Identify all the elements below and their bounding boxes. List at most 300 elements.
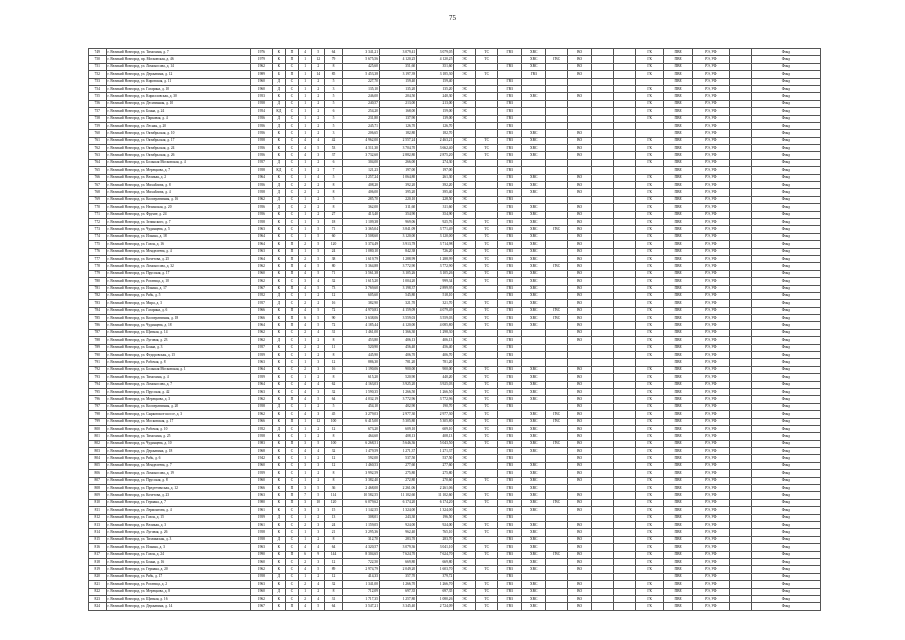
table-cell: 89 — [325, 566, 343, 573]
table-cell — [729, 307, 751, 314]
table-cell: 2 — [312, 588, 325, 595]
table-cell: 1960 — [250, 85, 272, 92]
table-cell — [592, 418, 614, 425]
table-cell — [592, 218, 614, 225]
table-cell: РЭ, УФ — [692, 218, 729, 225]
table-cell: Фонд — [751, 595, 820, 602]
table-cell: 797 — [89, 403, 107, 410]
table-cell: 2 — [312, 182, 325, 189]
table-cell: ХВС — [522, 49, 546, 56]
table-cell: 1976 — [250, 49, 272, 56]
table-row — [89, 255, 821, 262]
table-cell: ХВС — [522, 558, 546, 565]
table-cell — [476, 337, 498, 344]
table-row — [89, 588, 821, 595]
table-cell: 425,60 — [342, 63, 379, 70]
table-cell: С — [285, 359, 298, 366]
table-cell — [476, 182, 498, 189]
table-row — [89, 56, 821, 63]
table-cell: ЭС — [454, 329, 476, 336]
table-cell: г. Великий Новгород, ул. Рябь, д. 5 — [106, 292, 250, 299]
table-cell — [546, 477, 568, 484]
table-cell — [729, 248, 751, 255]
table-cell: г. Великий Новгород, ул. Мерецкова, д. 8 — [106, 588, 250, 595]
table-cell: 3 105,26 — [417, 270, 454, 277]
table-cell: 818 — [89, 558, 107, 565]
table-cell: ВО — [568, 300, 592, 307]
table-cell — [614, 551, 636, 558]
table-cell: 6 079,62 — [342, 499, 379, 506]
table-cell: Фонд — [751, 507, 820, 514]
table-cell: ЭС — [454, 93, 476, 100]
table-cell: 798 — [89, 411, 107, 418]
table-cell: 5 — [325, 174, 343, 181]
table-cell: 1960 — [250, 462, 272, 469]
table-row — [89, 285, 821, 292]
table-cell — [592, 196, 614, 203]
table-cell: ХВС — [522, 174, 546, 181]
table-cell: 5 — [312, 307, 325, 314]
table-cell: ТС — [476, 411, 498, 418]
table-cell — [522, 337, 546, 344]
table-cell: К — [272, 307, 285, 314]
table-cell: РЭ, УФ — [692, 152, 729, 159]
table-cell: Фонд — [751, 529, 820, 536]
table-cell: 79 — [325, 56, 343, 63]
table-cell — [546, 285, 568, 292]
table-cell: ЭС — [454, 381, 476, 388]
table-cell: ГК — [635, 595, 663, 602]
table-cell: РЭ, УФ — [692, 536, 729, 543]
table-cell — [546, 122, 568, 129]
table-cell: 2 — [312, 189, 325, 196]
table-cell: 5 — [325, 403, 343, 410]
table-cell: 762 — [89, 145, 107, 152]
table-cell: РЭ, УФ — [692, 71, 729, 78]
table-row — [89, 108, 821, 115]
table-cell: 4 — [299, 566, 312, 573]
table-cell — [546, 218, 568, 225]
table-cell: 21 — [325, 529, 343, 536]
table-cell: 1952 — [250, 425, 272, 432]
table-cell — [546, 130, 568, 137]
table-cell: ЭС — [454, 233, 476, 240]
table-cell: Б — [272, 71, 285, 78]
table-cell: ПВЕ — [664, 315, 692, 322]
table-cell: ЭС — [454, 425, 476, 432]
table-cell: ПВЕ — [664, 211, 692, 218]
table-cell: ВО — [568, 470, 592, 477]
table-cell: г. Великий Новгород, ул. Гагарина, д. 6 — [106, 307, 250, 314]
table-cell: 2 — [312, 115, 325, 122]
table-cell: РЭ, УФ — [692, 403, 729, 410]
table-cell: ВО — [568, 433, 592, 440]
table-cell — [592, 71, 614, 78]
table-cell: 6 — [325, 159, 343, 166]
table-cell: ГВЗ — [498, 263, 522, 270]
table-cell: РЭ, УФ — [692, 448, 729, 455]
table-cell: ХВС — [522, 433, 546, 440]
table-cell: 1962 — [250, 337, 272, 344]
table-cell: 801 — [89, 433, 107, 440]
table-cell: 4 — [299, 137, 312, 144]
table-cell — [568, 344, 592, 351]
table-cell: 813 — [89, 522, 107, 529]
table-cell: 1 366,30 — [379, 329, 416, 336]
table-cell: ВО — [568, 189, 592, 196]
table-cell — [635, 167, 663, 174]
table-cell: 1962 — [250, 63, 272, 70]
table-cell: ЭС — [454, 588, 476, 595]
table-cell: К — [272, 278, 285, 285]
table-cell — [546, 403, 568, 410]
table-cell — [592, 285, 614, 292]
table-cell: РЭ, УФ — [692, 189, 729, 196]
table-cell: ГК — [635, 182, 663, 189]
table-cell: 812 — [89, 514, 107, 521]
table-cell: С — [285, 145, 298, 152]
table-cell: ЭС — [454, 115, 476, 122]
table-cell: С — [285, 581, 298, 588]
table-cell: 392,20 — [379, 182, 416, 189]
table-cell: Д — [272, 189, 285, 196]
table-cell: ГК — [635, 499, 663, 506]
table-cell: 321,70 — [379, 300, 416, 307]
table-cell: Фонд — [751, 514, 820, 521]
table-cell: Фонд — [751, 189, 820, 196]
table-cell: 1956 — [250, 152, 272, 159]
table-cell: ПВЕ — [664, 566, 692, 573]
table-cell — [498, 71, 522, 78]
table-cell: Д — [272, 78, 285, 85]
table-cell: 5 — [325, 196, 343, 203]
table-cell: ГВЗ — [498, 425, 522, 432]
table-cell — [592, 263, 614, 270]
table-cell: С — [285, 300, 298, 307]
table-cell: Д — [272, 115, 285, 122]
table-cell: ВО — [568, 278, 592, 285]
table-cell — [614, 93, 636, 100]
table-cell — [614, 418, 636, 425]
table-row — [89, 263, 821, 270]
table-cell: ПВЕ — [664, 470, 692, 477]
table-cell: РЭ, УФ — [692, 85, 729, 92]
table-cell: ГВЗ — [498, 189, 522, 196]
table-cell: Д — [272, 122, 285, 129]
table-cell: 1967 — [250, 285, 272, 292]
table-row — [89, 337, 821, 344]
table-cell: 2 — [312, 455, 325, 462]
table-cell: 786 — [89, 322, 107, 329]
table-cell: С — [285, 278, 298, 285]
table-cell — [614, 440, 636, 447]
table-row — [89, 403, 821, 410]
table-cell — [546, 255, 568, 262]
table-cell: С — [285, 130, 298, 137]
table-cell: К — [272, 448, 285, 455]
table-cell: 5 — [312, 49, 325, 56]
table-cell: 1 — [299, 218, 312, 225]
table-cell: Фонд — [751, 544, 820, 551]
table-cell: 1 324,00 — [417, 507, 454, 514]
table-cell — [592, 433, 614, 440]
table-cell: 2 — [312, 292, 325, 299]
table-cell — [592, 344, 614, 351]
table-cell — [568, 167, 592, 174]
table-cell: ВО — [568, 551, 592, 558]
table-cell: ХВС — [522, 470, 546, 477]
table-cell: РЭ, УФ — [692, 492, 729, 499]
table-cell: 794 — [89, 381, 107, 388]
table-cell: 8 — [325, 374, 343, 381]
table-cell — [592, 85, 614, 92]
table-cell — [476, 573, 498, 580]
table-cell — [614, 63, 636, 70]
table-cell — [546, 71, 568, 78]
table-row — [89, 307, 821, 314]
table-cell: ГВЗ — [498, 485, 522, 492]
table-cell: ПВЕ — [664, 603, 692, 610]
table-cell — [729, 196, 751, 203]
table-cell: ХВС — [522, 381, 546, 388]
table-cell: ПВЕ — [664, 204, 692, 211]
table-cell: С — [285, 588, 298, 595]
table-cell: 2 — [312, 100, 325, 107]
table-cell — [546, 470, 568, 477]
table-cell: ТС — [476, 241, 498, 248]
table-cell — [729, 71, 751, 78]
table-cell: С — [285, 115, 298, 122]
table-cell: 809 — [89, 492, 107, 499]
table-cell: 38 — [325, 255, 343, 262]
table-row — [89, 381, 821, 388]
table-cell: ТС — [476, 492, 498, 499]
table-cell: 2 — [299, 595, 312, 602]
table-cell: К — [272, 477, 285, 484]
table-cell: ХВС — [522, 137, 546, 144]
table-cell: С — [285, 388, 298, 395]
table-cell — [546, 329, 568, 336]
table-cell — [614, 211, 636, 218]
table-cell: 2 — [299, 300, 312, 307]
table-cell: Фонд — [751, 263, 820, 270]
table-cell: ГВС — [546, 56, 568, 63]
table-cell: ГК — [635, 292, 663, 299]
table-cell — [729, 418, 751, 425]
table-row — [89, 204, 821, 211]
table-cell: г. Великий Новгород, ул. Федоровская, д. 15 — [106, 352, 250, 359]
table-cell — [614, 411, 636, 418]
table-cell — [522, 122, 546, 129]
table-cell: ГВЗ — [498, 337, 522, 344]
table-cell: ПВЕ — [664, 551, 692, 558]
table-cell: 1 — [299, 536, 312, 543]
table-cell: 414,33 — [342, 573, 379, 580]
table-cell — [592, 278, 614, 285]
table-cell: 3 772,96 — [417, 396, 454, 403]
table-cell: РЭ, УФ — [692, 49, 729, 56]
table-cell: ЭС — [454, 300, 476, 307]
table-cell — [546, 167, 568, 174]
table-cell: ГВЗ — [498, 381, 522, 388]
table-cell: 793 — [89, 374, 107, 381]
table-cell — [546, 558, 568, 565]
table-cell: Фонд — [751, 241, 820, 248]
table-cell: ТС — [476, 522, 498, 529]
table-cell: 1958 — [250, 167, 272, 174]
table-cell — [729, 337, 751, 344]
table-row — [89, 529, 821, 536]
table-cell: ПВЕ — [664, 425, 692, 432]
table-cell — [592, 182, 614, 189]
table-cell: ГВЗ — [498, 130, 522, 137]
table-cell: ХВС — [522, 218, 546, 225]
table-cell: 1 — [299, 159, 312, 166]
table-cell: К — [272, 551, 285, 558]
table-cell — [729, 56, 751, 63]
table-cell: С — [285, 152, 298, 159]
table-cell: С — [285, 381, 298, 388]
table-cell: Фонд — [751, 248, 820, 255]
table-cell: 1962 — [250, 329, 272, 336]
table-cell: К — [272, 470, 285, 477]
table-cell: 406,00 — [342, 189, 379, 196]
table-cell: г. Великий Новгород, ул. Ломоносова, д. 32 — [106, 263, 250, 270]
table-cell: 1 — [299, 71, 312, 78]
table-cell: 73 — [325, 285, 343, 292]
table-cell: ЭС — [454, 292, 476, 299]
table-cell: ХВС — [522, 255, 546, 262]
table-cell — [729, 433, 751, 440]
table-cell: 12 — [325, 558, 343, 565]
table-cell: 795 — [89, 388, 107, 395]
table-cell: ХВС — [522, 285, 546, 292]
table-cell: 190,70 — [417, 403, 454, 410]
table-cell: Фонд — [751, 448, 820, 455]
table-cell: К — [272, 418, 285, 425]
table-cell: 32 — [325, 581, 343, 588]
table-cell: 2 — [312, 300, 325, 307]
table-cell: 3 714,98 — [417, 241, 454, 248]
table-cell: 1964 — [250, 255, 272, 262]
table-cell: К — [272, 352, 285, 359]
table-cell: 5 — [325, 115, 343, 122]
table-cell: г. Великий Новгород, ул. Кооперативная, д. 20 — [106, 403, 250, 410]
table-cell: 3 925,20 — [379, 381, 416, 388]
table-cell — [592, 558, 614, 565]
table-cell: 816 — [89, 544, 107, 551]
table-cell: ТС — [476, 49, 498, 56]
table-cell: ГВЗ — [498, 78, 522, 85]
table-cell: 1962 — [250, 411, 272, 418]
table-cell: ГВЗ — [498, 388, 522, 395]
table-cell: 823 — [89, 595, 107, 602]
table-cell — [546, 78, 568, 85]
table-cell: 408,13 — [379, 433, 416, 440]
table-cell: 1 271,37 — [417, 448, 454, 455]
table-cell: 4 085,80 — [417, 322, 454, 329]
table-cell: 3 — [299, 499, 312, 506]
table-cell: Фонд — [751, 145, 820, 152]
table-cell: 763 — [89, 152, 107, 159]
table-cell: ПВЕ — [664, 108, 692, 115]
table-cell: К — [272, 145, 285, 152]
table-cell: 139,00 — [417, 115, 454, 122]
table-cell: 817 — [89, 551, 107, 558]
table-cell: ТС — [476, 300, 498, 307]
table-cell: ГВЗ — [498, 396, 522, 403]
table-cell: 1962 — [250, 196, 272, 203]
table-cell: г. Великий Новгород, ул. Парковая, д. 4 — [106, 115, 250, 122]
table-cell — [614, 71, 636, 78]
table-cell: ГК — [635, 218, 663, 225]
table-cell: 11 — [325, 344, 343, 351]
table-cell: П — [285, 255, 298, 262]
table-cell: 774 — [89, 233, 107, 240]
table-cell — [522, 115, 546, 122]
table-cell: ВО — [568, 145, 592, 152]
table-cell: 2 — [312, 433, 325, 440]
table-cell: 609,10 — [379, 425, 416, 432]
table-cell: К — [272, 544, 285, 551]
table-cell: ХВС — [522, 588, 546, 595]
table-cell: ВО — [568, 499, 592, 506]
table-cell: г. Великий Новгород, ул. Газон, д. 15 — [106, 514, 250, 521]
table-cell: 1957 — [250, 344, 272, 351]
table-cell: 8 — [325, 337, 343, 344]
table-cell: 2 468,00 — [342, 485, 379, 492]
table-cell: ЭС — [454, 477, 476, 484]
table-cell — [614, 499, 636, 506]
table-cell: ГК — [635, 388, 663, 395]
table-cell — [454, 78, 476, 85]
table-cell: Д — [272, 337, 285, 344]
table-cell: ГВЗ — [522, 71, 546, 78]
table-cell — [592, 270, 614, 277]
table-cell: 5 646,36 — [379, 440, 416, 447]
table-cell: 11 102,60 — [417, 492, 454, 499]
table-cell: 520,90 — [342, 344, 379, 351]
table-cell: 781,20 — [379, 359, 416, 366]
table-cell — [729, 226, 751, 233]
table-cell — [729, 507, 751, 514]
table-cell: ТС — [476, 137, 498, 144]
table-cell: 605,60 — [342, 292, 379, 299]
table-cell — [476, 359, 498, 366]
table-cell: ГК — [635, 300, 663, 307]
table-cell: ГК — [635, 189, 663, 196]
table-cell: 1958 — [250, 218, 272, 225]
table-cell: 275,80 — [417, 470, 454, 477]
table-cell: 7 624,70 — [417, 551, 454, 558]
table-cell: 1964 — [250, 381, 272, 388]
table-cell: ПВЕ — [664, 285, 692, 292]
table-cell: 228,50 — [417, 196, 454, 203]
table-cell — [614, 507, 636, 514]
table-cell: РЭ, УФ — [692, 558, 729, 565]
table-cell: 2 — [312, 573, 325, 580]
table-cell: 1 — [299, 248, 312, 255]
table-cell: 1 460,53 — [342, 462, 379, 469]
table-cell: К — [272, 507, 285, 514]
table-cell: 120 — [325, 241, 343, 248]
table-cell: Фонд — [751, 374, 820, 381]
table-cell: 1956 — [250, 211, 272, 218]
table-row — [89, 352, 821, 359]
table-cell: 1 266,50 — [417, 388, 454, 395]
table-cell: г. Великий Новгород, ул. Рабочая, д. 10 — [106, 425, 250, 432]
table-cell: К — [272, 211, 285, 218]
